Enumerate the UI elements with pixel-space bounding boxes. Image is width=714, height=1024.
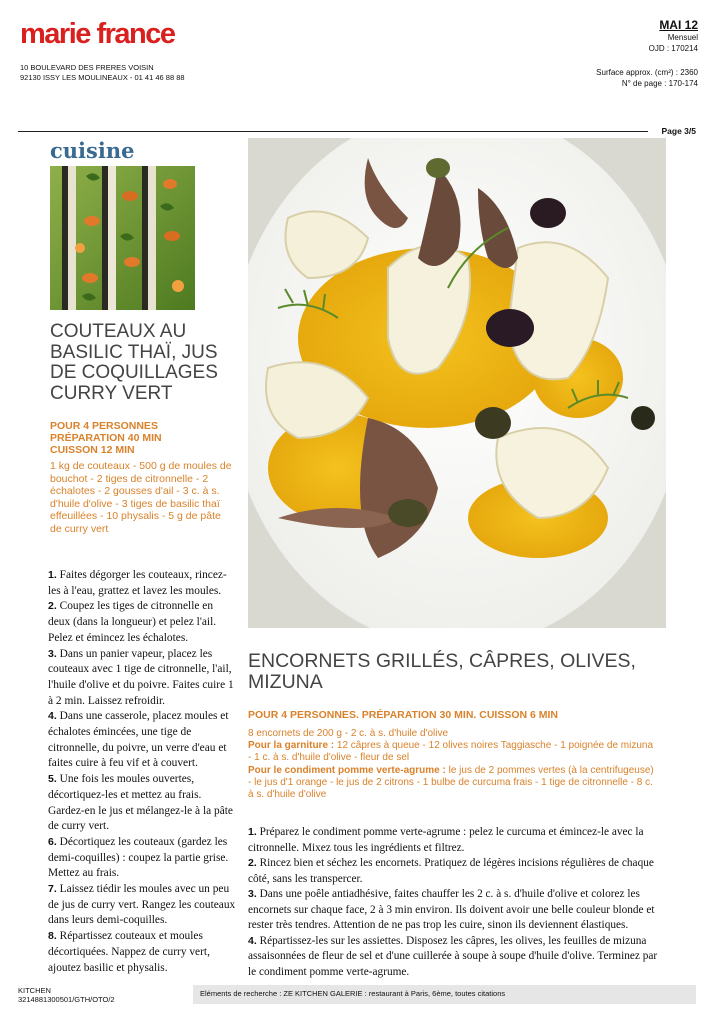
frequency: Mensuel xyxy=(667,33,698,42)
footer-code-line1: KITCHEN xyxy=(18,986,51,995)
header-rule xyxy=(18,131,648,132)
footer-code-line2: 3214881300501/GTH/OTO/2 xyxy=(18,995,115,1004)
recipe1-title: COUTEAUX AU BASILIC THAÏ, JUS DE COQUILLAGES CURRY VERT xyxy=(50,321,218,404)
footer-code xyxy=(18,986,115,1004)
page-label: Page 3/5 xyxy=(661,126,696,136)
razor-clams-photo xyxy=(50,166,195,310)
address-line-2: 92130 ISSY LES MOULINEAUX - 01 41 46 88 88 xyxy=(20,73,185,82)
surface: Surface approx. (cm²) : 2360 xyxy=(596,68,698,77)
recipe1-ingredients: 1 kg de couteaux - 500 g de moules de bouchot - 2 tiges de citronnelle - 2 échalotes - 2 gousses d'ail - 3 c. à s. d'huile d'olive - 3 tiges de basilic thaï effeuillées - 10 physalis - 5 g de pâte de curry vert xyxy=(50,460,232,535)
recipe1-step: 6. Décortiquez les couteaux (gardez les demi-coquilles) : coupez la partie grise. Mettez au frais. xyxy=(48,835,229,880)
recipe1-servings: POUR 4 PERSONNES xyxy=(50,420,158,432)
recipe1-step: 5. Une fois les moules ouvertes, décortiquez-les et mettez au frais. Gardez-en le jus et mélangez-le à la pâte de curry vert. xyxy=(48,773,233,833)
recipe2-step: 2. Rincez bien et séchez les encornets. Pratiquez de légères incisions régulières de chaque côté, sans les transpercer. xyxy=(248,857,654,885)
rubric-title: cuisine xyxy=(50,138,135,163)
recipe1-step: 7. Laissez tiédir les moules avec un peu de jus de curry vert. Rangez les couteaux dans leurs demi-coquilles. xyxy=(48,883,236,927)
recipe2-step: 1. Préparez le condiment pomme verte-agrume : pelez le curcuma et émincez-le avec la citronnelle. Mixez tous les ingrédients et filtrez. xyxy=(248,826,644,854)
recipe1-step: 1. Faites dégorger les couteaux, rincez-les à l'eau, grattez et lavez les moules. xyxy=(48,569,227,597)
recipe2-ingredients xyxy=(248,728,658,801)
recipe2-garniture: Pour la garniture : 12 câpres à queue - 12 olives noires Taggiasche - 1 poignée de mizuna - 1 c. à s. d'huile d'olive - fleur de sel xyxy=(248,740,654,764)
recipe2-condiment: Pour le condiment pomme verte-agrume : le jus de 2 pommes vertes (à la centrifugeuse) - le jus d'1 orange - le jus de 2 citrons - 1 bulbe de curcuma frais - 1 tige de citronnelle - 8 c. à s. d'huile d'olive xyxy=(248,764,654,801)
recipe2-ingredients-main: 8 encornets de 200 g - 2 c. à s. d'huile d'olive xyxy=(248,728,449,739)
footer-search-text: Eléments de recherche : ZE KITCHEN GALERIE : restaurant à Paris, 6ème, toutes citations xyxy=(200,989,506,998)
recipe1-meta xyxy=(50,420,162,456)
recipe1-step: 2. Coupez les tiges de citronnelle en deux (dans la longueur) et pelez l'ail. Pelez et émincez les échalotes. xyxy=(48,600,217,644)
recipe2-step: 3. Dans une poêle antiadhésive, faites chauffer les 2 c. à s. d'huile d'olive et colorez les encornets sur chaque face, 2 à 3 min environ. Ils doivent avoir une belle couleur blonde et rester très tendres. Attention de ne pas trop les cuire, sinon ils deviennent élastiques. xyxy=(248,888,655,931)
recipe2-step: 4. Répartissez-les sur les assiettes. Disposez les câpres, les olives, les feuilles de mizuna assaisonnées de fleur de sel et d'une cuillerée à soupe à soupe d'huile d'olive. Terminez par le condiment pomme verte-agrume. xyxy=(248,934,658,978)
recipe1-steps xyxy=(48,568,236,976)
page-numbers: N° de page : 170-174 xyxy=(621,79,698,88)
recipe1-step: 8. Répartissez couteaux et moules décortiquées. Nappez de curry vert, ajoutez basilic et physalis. xyxy=(48,930,210,974)
address-line-1: 10 BOULEVARD DES FRERES VOISIN xyxy=(20,63,154,72)
recipe1-cook-time: CUISSON 12 MIN xyxy=(50,444,135,456)
issue-date: MAI 12 xyxy=(659,18,698,32)
logo: marie france xyxy=(20,18,175,50)
recipe2-steps xyxy=(248,825,666,980)
publisher-address xyxy=(20,63,185,83)
recipe1-prep-time: PRÉPARATION 40 MIN xyxy=(50,432,162,444)
recipe1-step: 3. Dans un panier vapeur, placez les couteaux avec 1 tige de citronnelle, l'ail, l'huile d'olive et du poivre. Faites cuire 1 à 2 min. Laissez refroidir. xyxy=(48,647,234,707)
recipe2-title: ENCORNETS GRILLÉS, CÂPRES, OLIVES, MIZUNA xyxy=(248,650,636,693)
publication-info xyxy=(596,18,698,89)
ojd: OJD : 170214 xyxy=(648,44,698,53)
recipe1-step: 4. Dans une casserole, placez moules et échalotes émincées, une tige de citronnelle, du poivre, un verre d'eau et faites cuire à feu vif et à couvert. xyxy=(48,710,229,770)
recipe2-meta: POUR 4 PERSONNES. PRÉPARATION 30 MIN. CUISSON 6 MIN xyxy=(248,709,558,721)
grilled-squid-photo xyxy=(248,138,666,628)
